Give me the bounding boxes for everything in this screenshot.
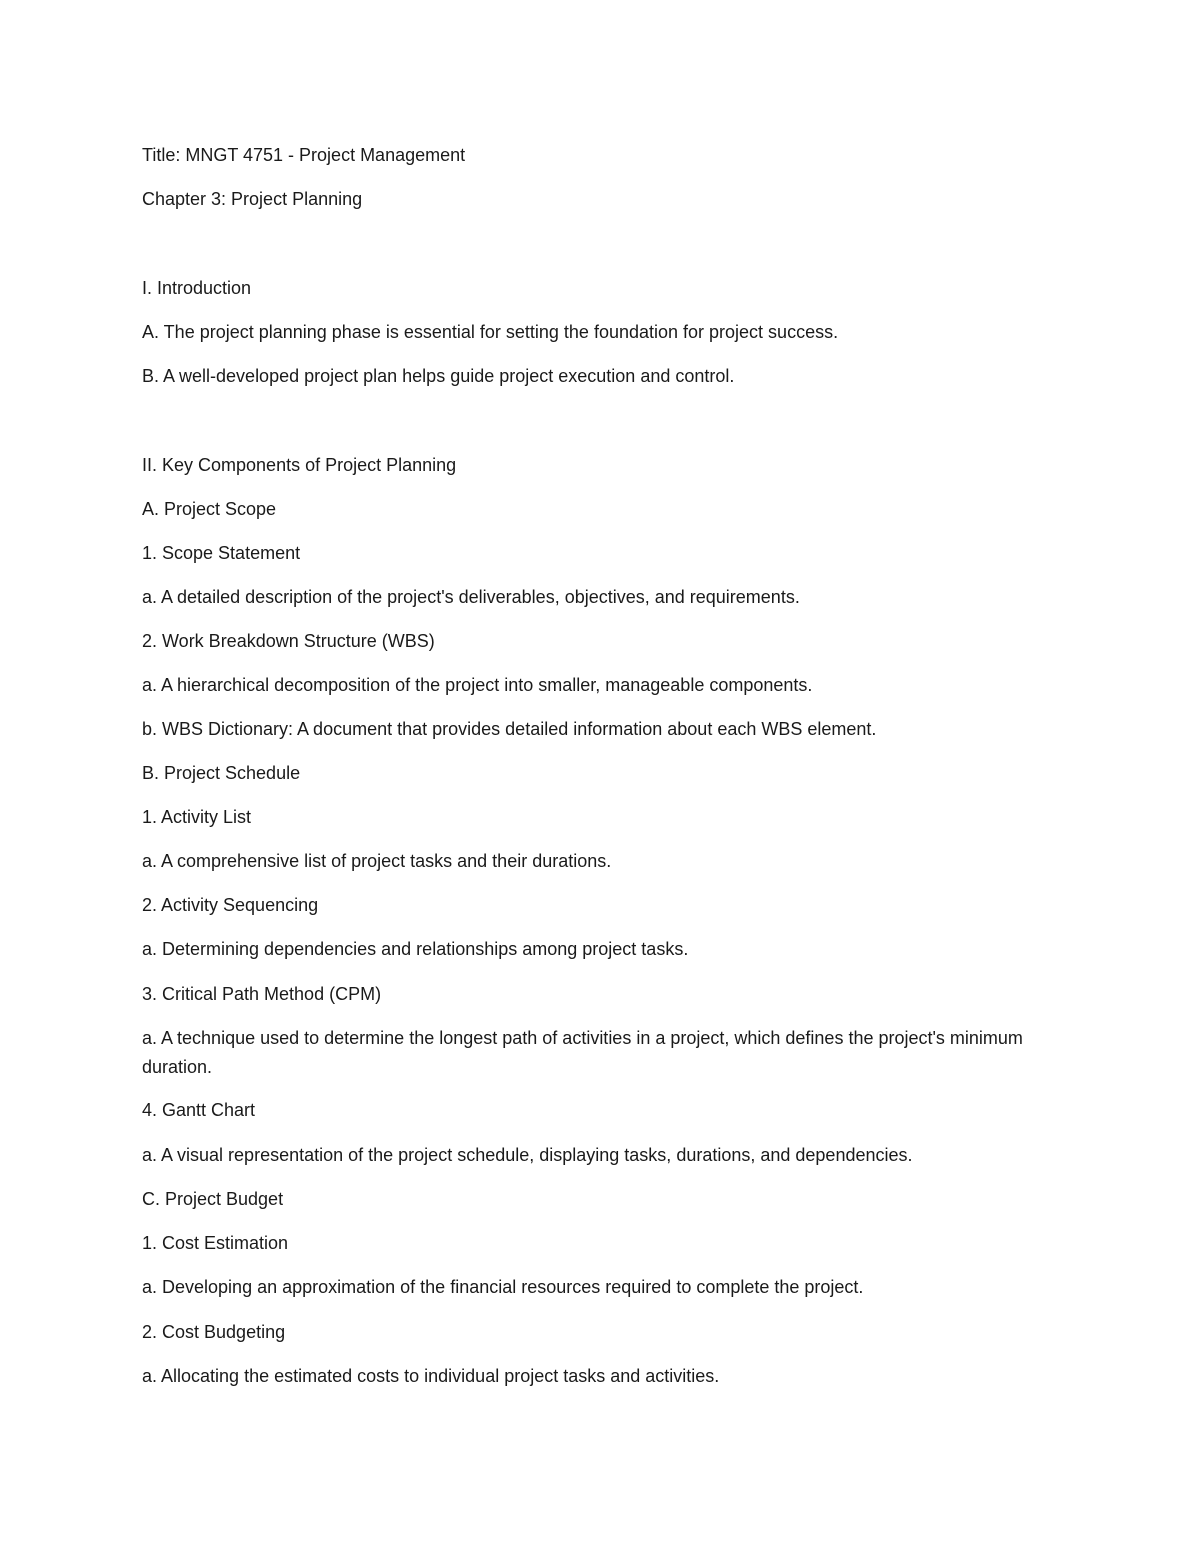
outline-item: a. A technique used to determine the longest path of activities in a project, which defines the project's minimum duration. [142, 1028, 1023, 1077]
section-heading: II. Key Components of Project Planning [142, 455, 457, 475]
outline-item: b. WBS Dictionary: A document that provides detailed information about each WBS element. [142, 719, 877, 739]
outline-item: A. The project planning phase is essential for setting the foundation for project success. [142, 322, 839, 342]
outline-item: C. Project Budget [142, 1189, 284, 1209]
outline-item: B. A well-developed project plan helps guide project execution and control. [142, 366, 735, 386]
outline-item: 4. Gantt Chart [142, 1100, 256, 1120]
outline-item: a. A comprehensive list of project tasks and their durations. [142, 851, 612, 871]
section-heading: I. Introduction [142, 278, 252, 298]
outline-item: A. Project Scope [142, 499, 277, 519]
document-title: Title: MNGT 4751 - Project Management [142, 145, 466, 165]
outline-item: a. Developing an approximation of the financial resources required to complete the project. [142, 1277, 864, 1297]
outline-item: a. Determining dependencies and relationships among project tasks. [142, 939, 689, 959]
outline-item: 2. Cost Budgeting [142, 1322, 286, 1342]
outline-item: a. A visual representation of the project schedule, displaying tasks, durations, and dependencies. [142, 1145, 913, 1165]
outline-item: B. Project Schedule [142, 763, 301, 783]
chapter-heading: Chapter 3: Project Planning [142, 189, 363, 209]
outline-item: 1. Activity List [142, 807, 252, 827]
outline-item: a. A hierarchical decomposition of the project into smaller, manageable components. [142, 675, 813, 695]
outline-item: 2. Work Breakdown Structure (WBS) [142, 631, 435, 651]
outline-item: 1. Scope Statement [142, 543, 301, 563]
outline-item: 2. Activity Sequencing [142, 895, 319, 915]
outline-item: 3. Critical Path Method (CPM) [142, 984, 382, 1004]
outline-item: a. A detailed description of the project's deliverables, objectives, and requirements. [142, 587, 800, 607]
outline-item: a. Allocating the estimated costs to individual project tasks and activities. [142, 1366, 720, 1386]
outline-item: 1. Cost Estimation [142, 1233, 289, 1253]
